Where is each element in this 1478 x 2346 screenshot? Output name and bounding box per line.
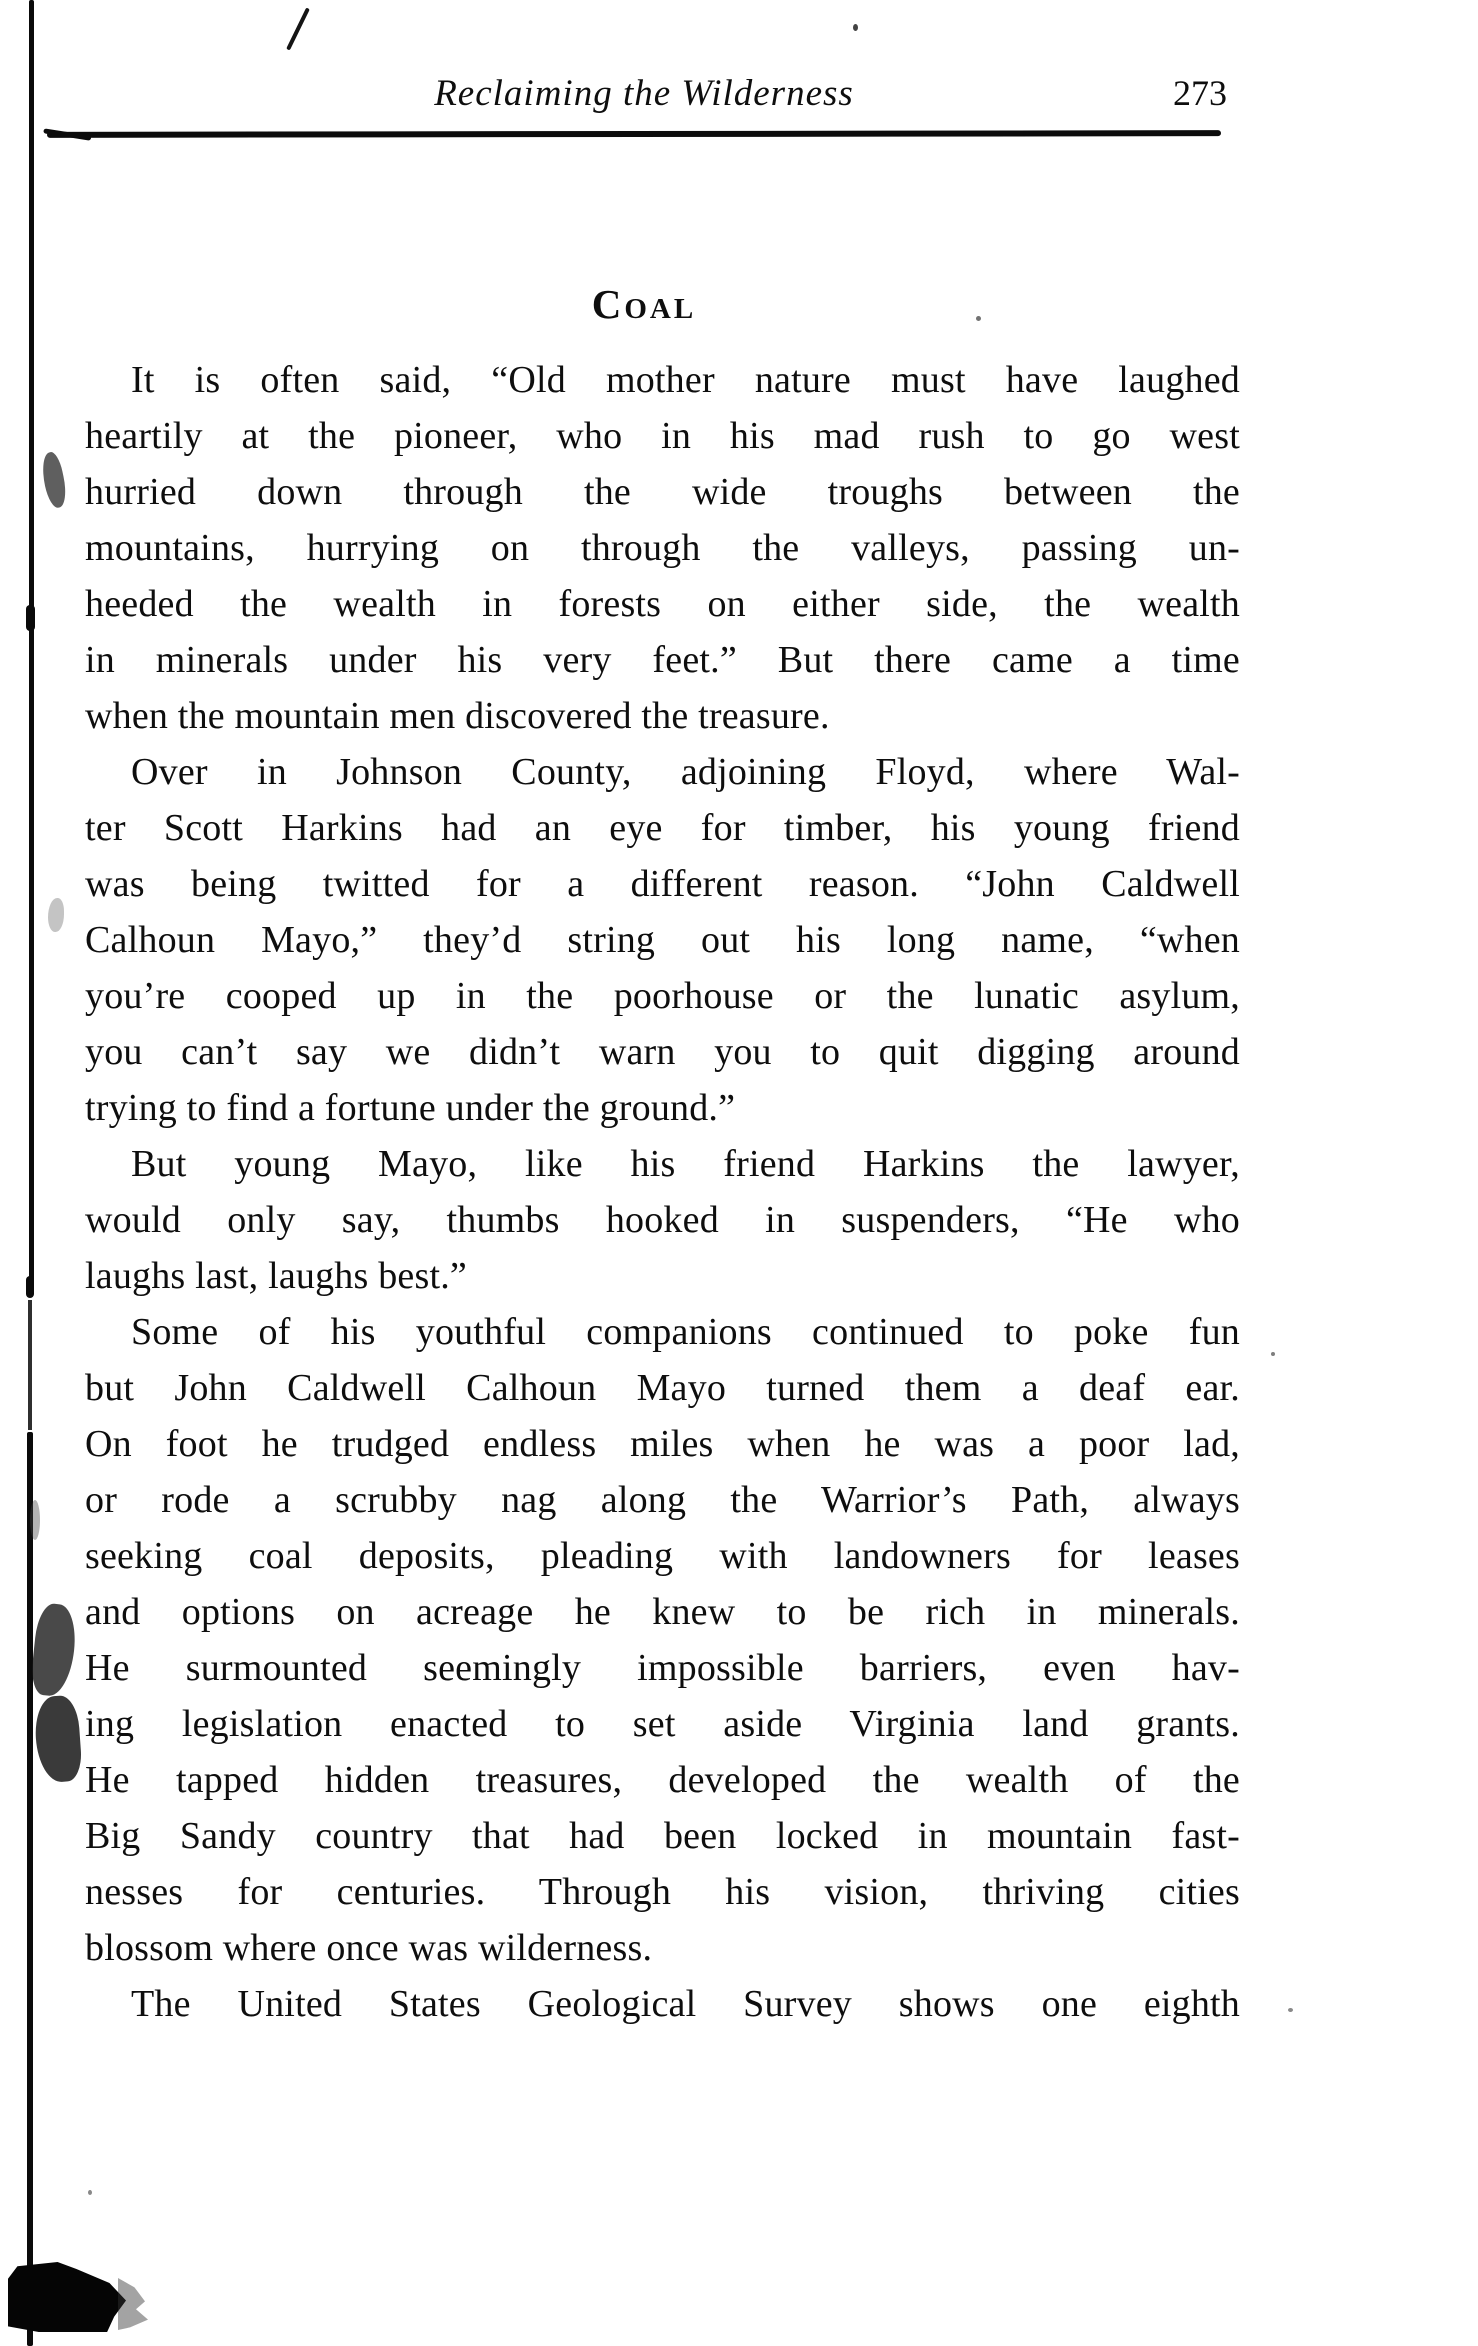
text-line: but John Caldwell Calhoun Mayo turned them a deaf ear. (85, 1367, 1240, 1409)
text-line: or rode a scrubby nag along the Warrior’s Path, always (85, 1479, 1240, 1521)
ink-smudge (33, 1695, 83, 1784)
text-line: blossom where once was wilderness. (85, 1927, 653, 1969)
spine-line (28, 1300, 32, 1430)
text-line: mountains, hurrying on through the valleys, passing un- (85, 527, 1240, 569)
paragraph (85, 1976, 1240, 2032)
text-line: you’re cooped up in the poorhouse or the lunatic asylum, (85, 975, 1240, 1017)
ink-blot-fringe (118, 2278, 148, 2330)
ink-speck (976, 316, 981, 321)
text-line: heartily at the pioneer, who in his mad rush to go west (85, 415, 1240, 457)
ink-speck (853, 24, 858, 31)
running-header (45, 72, 1243, 118)
paragraph (85, 1304, 1240, 1976)
ink-speck (1288, 2008, 1293, 2012)
paragraph (85, 744, 1240, 1136)
paragraph (85, 1136, 1240, 1304)
text-line: heeded the wealth in forests on either side, the wealth (85, 583, 1240, 625)
text-line: in minerals under his very feet.” But there came a time (85, 639, 1240, 681)
text-line: It is often said, “Old mother nature must have laughed (131, 359, 1240, 401)
text-line: But young Mayo, like his friend Harkins the lawyer, (131, 1143, 1240, 1185)
text-line: seeking coal deposits, pleading with landowners for leases (85, 1535, 1240, 1577)
spine-line (29, 0, 34, 1295)
text-line: was being twitted for a different reason. “John Caldwell (85, 863, 1240, 905)
ink-speck (88, 2190, 92, 2195)
text-line: He surmounted seemingly impossible barriers, even hav- (85, 1647, 1240, 1689)
text-line: Some of his youthful companions continued to poke fun (131, 1311, 1240, 1353)
text-line: On foot he trudged endless miles when he was a poor lad, (85, 1423, 1240, 1465)
text-line: Big Sandy country that had been locked in mountain fast- (85, 1815, 1240, 1857)
spine-line-knot (26, 1276, 34, 1298)
page-title: Reclaiming the Wilderness (434, 73, 854, 114)
spine-line-knot (26, 605, 35, 631)
text-line: trying to find a fortune under the ground.” (85, 1087, 736, 1129)
section-heading-text: Coal (591, 281, 697, 327)
text-line: ing legislation enacted to set aside Virginia land grants. (85, 1703, 1240, 1745)
text-line: hurried down through the wide troughs between the (85, 471, 1240, 513)
ink-smudge (48, 898, 64, 932)
text-line: when the mountain men discovered the treasure. (85, 695, 830, 737)
text-line: The United States Geological Survey shows one eighth (131, 1983, 1240, 2025)
header-divider (47, 130, 1221, 138)
ink-smudge (29, 1602, 78, 1698)
pen-mark (286, 7, 310, 50)
section-heading (45, 280, 1243, 328)
text-line: laughs last, laughs best.” (85, 1255, 467, 1297)
text-line: you can’t say we didn’t warn you to quit digging around (85, 1031, 1240, 1073)
text-line: would only say, thumbs hooked in suspenders, “He who (85, 1199, 1240, 1241)
ink-smudge (38, 451, 69, 510)
paragraph (85, 352, 1240, 744)
ink-smudge (30, 1500, 40, 1540)
body-text (85, 352, 1240, 2032)
text-line: and options on acreage he knew to be rich in minerals. (85, 1591, 1240, 1633)
text-line: Over in Johnson County, adjoining Floyd, where Wal- (131, 751, 1240, 793)
ink-blot (8, 2262, 126, 2332)
text-line: nesses for centuries. Through his vision, thriving cities (85, 1871, 1240, 1913)
text-line: Calhoun Mayo,” they’d string out his long name, “when (85, 919, 1240, 961)
spine-line (27, 1432, 33, 2346)
text-line: ter Scott Harkins had an eye for timber, his young friend (85, 807, 1240, 849)
page-number: 273 (1173, 73, 1227, 113)
text-line: He tapped hidden treasures, developed the wealth of the (85, 1759, 1240, 1801)
ink-speck (1271, 1352, 1275, 1356)
